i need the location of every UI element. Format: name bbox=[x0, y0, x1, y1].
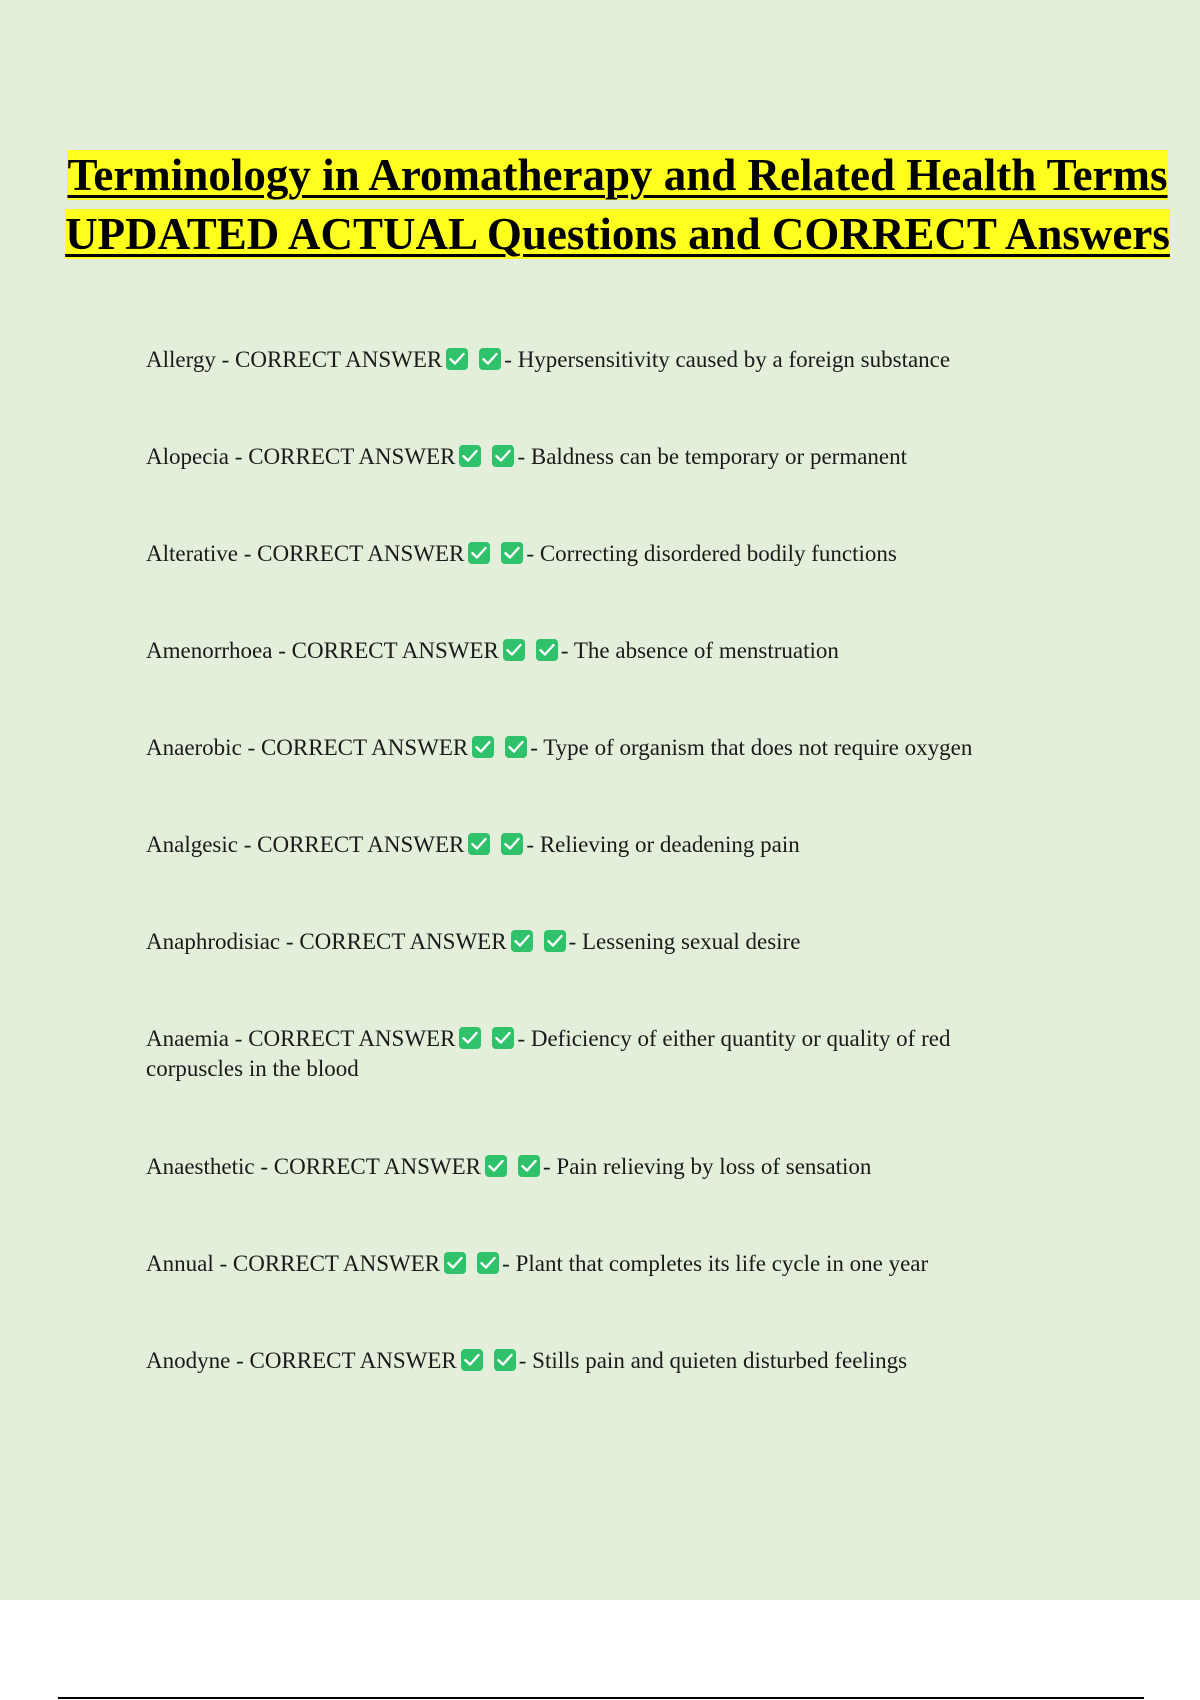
check-mark-icon bbox=[492, 1027, 514, 1049]
term-name: Analgesic bbox=[146, 832, 238, 857]
answer-marker: CORRECT ANSWER bbox=[249, 1348, 457, 1373]
term-entry bbox=[146, 345, 1036, 375]
term-entry bbox=[146, 636, 1036, 666]
term-name: Alopecia bbox=[146, 444, 230, 469]
answer-marker: CORRECT ANSWER bbox=[257, 541, 465, 566]
term-entry bbox=[146, 733, 1036, 763]
answer-marker: CORRECT ANSWER bbox=[299, 929, 507, 954]
term-entry bbox=[146, 539, 1036, 569]
separator: - bbox=[517, 1026, 531, 1051]
term-entry bbox=[146, 927, 1036, 957]
separator: - bbox=[530, 735, 544, 760]
title-block bbox=[60, 146, 1175, 264]
check-mark-icon bbox=[459, 1027, 481, 1049]
check-mark-icon bbox=[444, 1252, 466, 1274]
term-definition: Type of organism that does not require oxygen bbox=[543, 735, 973, 760]
check-mark-icon bbox=[518, 1155, 540, 1177]
separator: - bbox=[543, 1154, 557, 1179]
separator: - bbox=[229, 444, 249, 469]
answer-marker: CORRECT ANSWER bbox=[248, 1026, 456, 1051]
term-name: Annual bbox=[146, 1251, 214, 1276]
term-definition: Hypersensitivity caused by a foreign substance bbox=[517, 347, 951, 372]
separator: - bbox=[230, 1348, 250, 1373]
check-mark-icon bbox=[536, 639, 558, 661]
term-name: Anaesthetic bbox=[146, 1154, 255, 1179]
separator: - bbox=[568, 929, 582, 954]
check-mark-icon bbox=[477, 1252, 499, 1274]
term-name: Anodyne bbox=[146, 1348, 231, 1373]
check-mark-icon bbox=[468, 833, 490, 855]
term-entry bbox=[146, 1249, 1036, 1279]
document-title: Terminology in Aromatherapy and Related Health Terms UPDATED ACTUAL Questions and CORRECT Answers bbox=[65, 150, 1170, 259]
term-definition: Lessening sexual desire bbox=[581, 929, 801, 954]
separator: - bbox=[504, 347, 518, 372]
term-definition: Pain relieving by loss of sensation bbox=[556, 1154, 872, 1179]
term-definition: Correcting disordered bodily functions bbox=[539, 541, 897, 566]
answer-marker: CORRECT ANSWER bbox=[257, 832, 465, 857]
check-mark-icon bbox=[503, 639, 525, 661]
term-definition: Deficiency of either quantity or quality of red corpuscles in the blood bbox=[146, 1026, 951, 1081]
term-entry bbox=[146, 442, 1036, 472]
separator: - bbox=[229, 1026, 249, 1051]
check-mark-icon bbox=[461, 1349, 483, 1371]
separator: - bbox=[517, 444, 531, 469]
term-definition: The absence of menstruation bbox=[573, 638, 839, 663]
check-mark-icon bbox=[459, 445, 481, 467]
check-mark-icon bbox=[511, 930, 533, 952]
term-name: Allergy bbox=[146, 347, 216, 372]
separator: - bbox=[518, 1348, 533, 1373]
separator: - bbox=[526, 832, 540, 857]
check-mark-icon bbox=[472, 736, 494, 758]
separator: - bbox=[272, 638, 292, 663]
term-name: Anaemia bbox=[146, 1026, 230, 1051]
answer-marker: CORRECT ANSWER bbox=[260, 735, 469, 760]
term-entry bbox=[146, 1346, 1036, 1376]
term-list bbox=[146, 345, 1036, 1443]
answer-marker: CORRECT ANSWER bbox=[291, 638, 499, 663]
term-entry bbox=[146, 830, 1036, 860]
term-name: Anaerobic bbox=[146, 735, 242, 760]
answer-marker: CORRECT ANSWER bbox=[232, 1251, 441, 1276]
check-mark-icon bbox=[468, 542, 490, 564]
term-name: Amenorrhoea bbox=[146, 638, 273, 663]
separator: - bbox=[237, 541, 258, 566]
check-mark-icon bbox=[446, 348, 468, 370]
separator: - bbox=[215, 347, 236, 372]
answer-marker: CORRECT ANSWER bbox=[273, 1154, 481, 1179]
term-definition: Stills pain and quieten disturbed feelings bbox=[532, 1348, 908, 1373]
check-mark-icon bbox=[492, 445, 514, 467]
term-definition: Baldness can be temporary or permanent bbox=[530, 444, 908, 469]
separator: - bbox=[560, 638, 574, 663]
term-entry bbox=[146, 1152, 1036, 1182]
separator: - bbox=[213, 1251, 233, 1276]
separator: - bbox=[237, 832, 258, 857]
term-definition: Relieving or deadening pain bbox=[539, 832, 800, 857]
separator: - bbox=[241, 735, 261, 760]
term-name: Anaphrodisiac bbox=[146, 929, 281, 954]
check-mark-icon bbox=[501, 542, 523, 564]
separator: - bbox=[280, 929, 300, 954]
term-name: Alterative bbox=[146, 541, 238, 566]
check-mark-icon bbox=[479, 348, 501, 370]
term-definition: Plant that completes its life cycle in one year bbox=[515, 1251, 929, 1276]
footer-divider bbox=[58, 1697, 1144, 1699]
separator: - bbox=[526, 541, 540, 566]
check-mark-icon bbox=[485, 1155, 507, 1177]
answer-marker: CORRECT ANSWER bbox=[235, 347, 443, 372]
check-mark-icon bbox=[501, 833, 523, 855]
term-entry bbox=[146, 1024, 1036, 1084]
separator: - bbox=[254, 1154, 274, 1179]
check-mark-icon bbox=[494, 1349, 516, 1371]
check-mark-icon bbox=[544, 930, 566, 952]
separator: - bbox=[502, 1251, 516, 1276]
check-mark-icon bbox=[505, 736, 527, 758]
answer-marker: CORRECT ANSWER bbox=[248, 444, 456, 469]
